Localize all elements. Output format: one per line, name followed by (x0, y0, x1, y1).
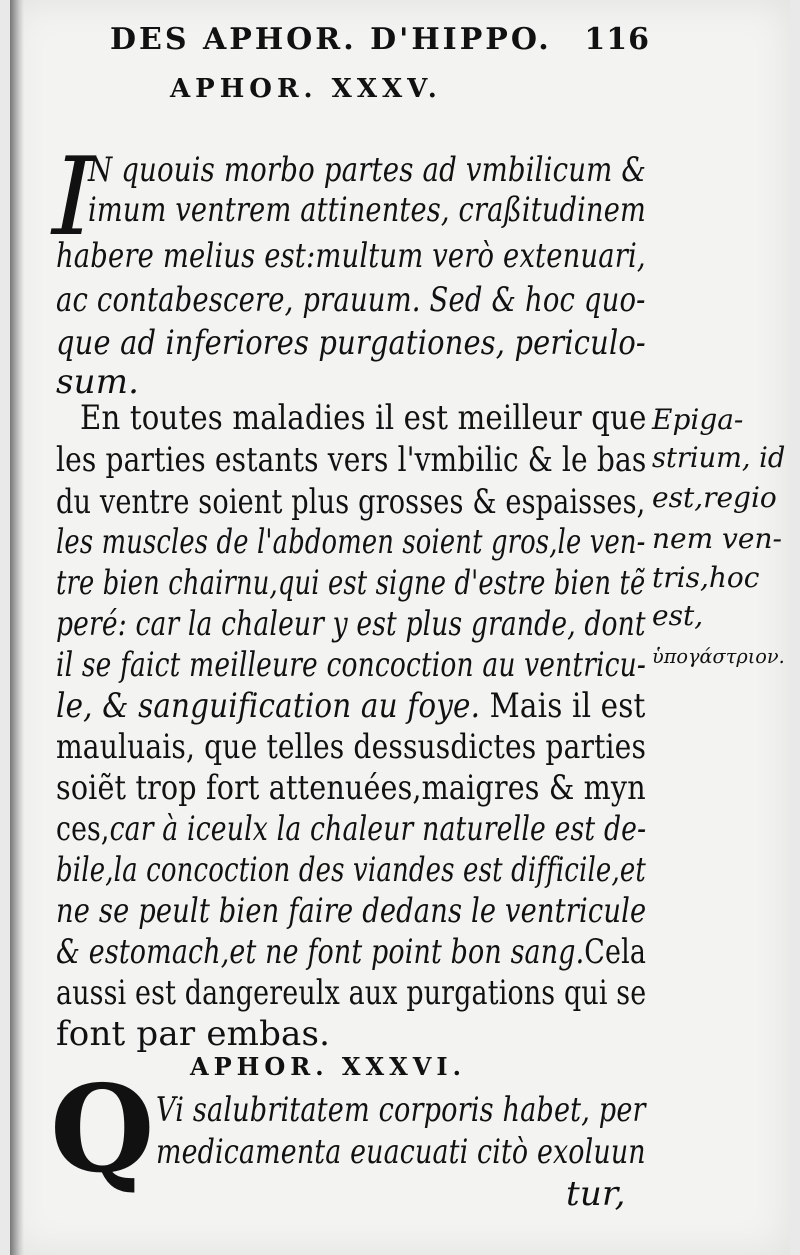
latin-line: N quouis morbo partes ad vmbilicum & (88, 150, 647, 190)
french-line: En toutes maladies il est meilleur que (80, 398, 647, 438)
aphorism-heading: APHOR. XXXV. (170, 74, 442, 104)
margin-note-line: tris,hoc (652, 561, 760, 594)
latin-line: tur, (566, 1174, 626, 1214)
french-line: mauluais, que telles dessusdictes parties (56, 727, 647, 767)
french-line: les parties estants vers l'vmbilic & le bas (56, 440, 647, 480)
drop-cap-initial: Q (50, 1059, 155, 1200)
french-line (56, 932, 646, 972)
french-line: aussi est dangereulx aux purgations qui se (56, 973, 647, 1013)
drop-cap-initial: I (52, 135, 95, 260)
french-line: peré: car la chaleur y est plus grande, dont (56, 604, 646, 644)
french-line (56, 809, 646, 849)
french-italic-segment: & estomach,et ne font point bon sang. (56, 932, 585, 972)
french-line: les muscles de l'abdomen soient gros,le ven- (56, 522, 646, 562)
page-number: 116 (584, 22, 650, 57)
running-head-title: DES APHOR. D'HIPPO. (110, 22, 552, 57)
french-roman-segment: ces, (56, 809, 110, 849)
page-gutter-shadow (10, 0, 24, 1255)
margin-note-line: strium, id (652, 441, 786, 474)
latin-line: ac contabescere, prauum. Sed & hoc quo- (56, 280, 646, 320)
french-line: soiẽt trop fort attenuées,maigres & myn (56, 768, 646, 808)
running-head (110, 22, 650, 57)
latin-line: Vi salubritatem corporis habet, per (156, 1090, 646, 1130)
french-roman-segment: Mais il est (480, 686, 646, 726)
french-line: bile,la concoction des viandes est difficile,et (56, 850, 646, 890)
book-page (10, 0, 790, 1255)
margin-note-line: est,regio (652, 481, 777, 514)
french-line (56, 686, 646, 726)
french-line: font par embas. (56, 1014, 331, 1054)
latin-line: habere melius est:multum verò extenuari, (56, 236, 646, 276)
french-italic-segment: car à iceulx la chaleur naturelle est de- (109, 809, 647, 849)
french-line: du ventre soient plus grosses & espaisses, (56, 482, 646, 522)
french-line: tre bien chairnu,qui est signe d'estre bien tẽ (56, 563, 646, 603)
french-roman-segment: Cela (584, 932, 647, 972)
margin-note-line: Epiga- (652, 403, 744, 436)
french-line: ne se peult bien faire dedans le ventricule (56, 891, 647, 931)
aphorism-heading: APHOR. XXXVI. (190, 1052, 466, 1081)
french-italic-segment: le, & sanguification au foye. (56, 686, 481, 726)
latin-line: sum. (56, 362, 140, 402)
latin-line: medicamenta euacuati citò exoluun (156, 1132, 646, 1172)
margin-note-line: est, (652, 599, 704, 632)
margin-note-line: nem ven- (652, 522, 782, 555)
margin-note-greek: ὑπογάστριον. (652, 644, 785, 668)
latin-line: imum ventrem attinentes, craßitudinem (88, 190, 646, 230)
latin-line: que ad inferiores purgationes, periculo- (56, 323, 646, 363)
french-line: il se faict meilleure concoction au ventricu- (56, 645, 647, 685)
